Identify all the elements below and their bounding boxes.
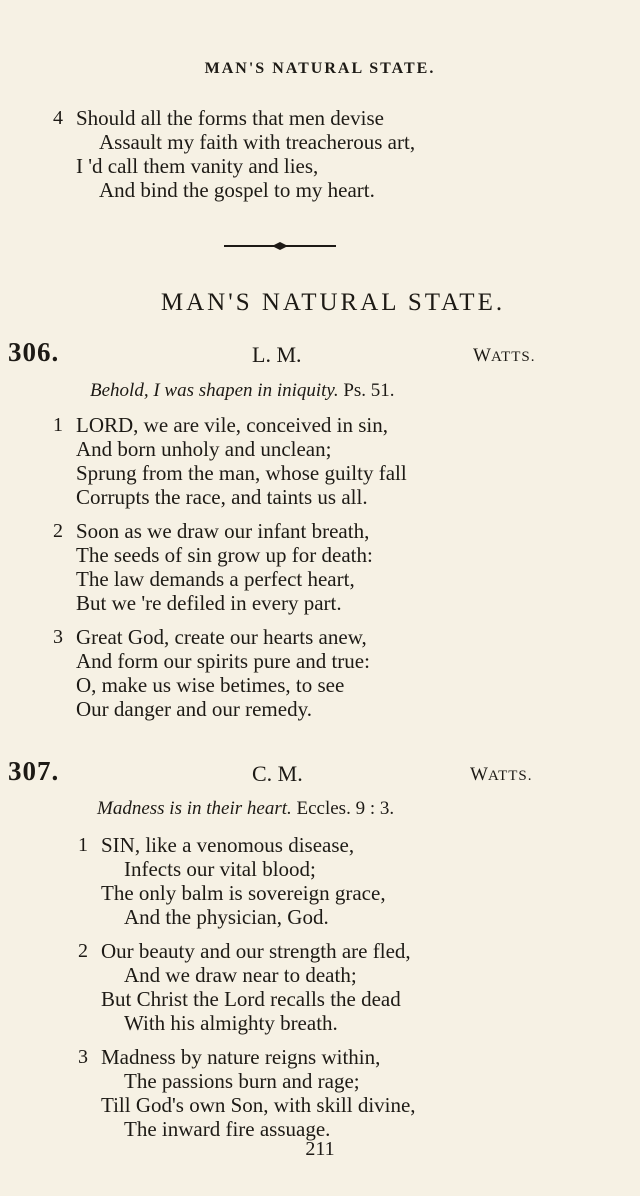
page-number: 211 xyxy=(305,1138,335,1160)
stanza-line: Assault my faith with treacherous art, xyxy=(99,130,416,154)
hymn-meter: L. M. xyxy=(252,342,302,367)
stanza-number: 2 xyxy=(53,520,63,542)
stanza-line: And form our spirits pure and true: xyxy=(76,649,370,673)
stanza-number: 1 xyxy=(53,414,63,436)
stanza-line: But Christ the Lord recalls the dead xyxy=(101,987,401,1011)
stanza-line: Should all the forms that men devise xyxy=(76,106,384,130)
stanza-number: 3 xyxy=(53,626,63,648)
stanza-line: And bind the gospel to my heart. xyxy=(99,178,375,202)
hymn-author: WATTS. xyxy=(470,764,533,785)
stanza-line: The inward fire assuage. xyxy=(124,1117,331,1141)
stanza-number: 2 xyxy=(78,940,88,962)
stanza-line: With his almighty breath. xyxy=(124,1011,338,1035)
hymn-subject: Madness is in their heart. Eccles. 9 : 3. xyxy=(97,798,395,819)
stanza-line: And the physician, God. xyxy=(124,905,329,929)
stanza-line: Our danger and our remedy. xyxy=(76,697,312,721)
stanza-line: The law demands a perfect heart, xyxy=(76,567,355,591)
stanza-line: Soon as we draw our infant breath, xyxy=(76,519,370,543)
stanza-line: Corrupts the race, and taints us all. xyxy=(76,485,368,509)
section-title: MAN'S NATURAL STATE. xyxy=(160,289,506,316)
stanza-line: And we draw near to death; xyxy=(124,963,357,987)
hymn-author: WATTS. xyxy=(473,345,536,366)
section-divider-ornament xyxy=(224,238,336,254)
stanza-line: But we 're defiled in every part. xyxy=(76,591,342,615)
stanza-line: Madness by nature reigns within, xyxy=(101,1045,381,1069)
stanza-line: Till God's own Son, with skill divine, xyxy=(101,1093,416,1117)
stanza-line: O, make us wise betimes, to see xyxy=(76,673,345,697)
hymn-number: 307. xyxy=(8,756,60,786)
stanza-number: 3 xyxy=(78,1046,88,1068)
stanza-line: Our beauty and our strength are fled, xyxy=(101,939,411,963)
stanza-line: The seeds of sin grow up for death: xyxy=(76,543,373,567)
stanza-number: 4 xyxy=(53,107,63,129)
stanza-line: I 'd call them vanity and lies, xyxy=(76,154,319,178)
stanza-line: The only balm is sovereign grace, xyxy=(101,881,386,905)
stanza-line: Sprung from the man, whose guilty fall xyxy=(76,461,407,485)
stanza-line: SIN, like a venomous disease, xyxy=(101,833,355,857)
stanza-number: 1 xyxy=(78,834,88,856)
hymn-subject: Behold, I was shapen in iniquity. Ps. 51. xyxy=(90,380,395,401)
hymn-meter: C. M. xyxy=(252,761,303,786)
stanza-line: Great God, create our hearts anew, xyxy=(76,625,367,649)
stanza-line: The passions burn and rage; xyxy=(124,1069,360,1093)
running-head: MAN'S NATURAL STATE. xyxy=(204,60,436,77)
stanza-line: Infects our vital blood; xyxy=(124,857,316,881)
stanza-line: And born unholy and unclean; xyxy=(76,437,332,461)
hymn-number: 306. xyxy=(8,337,60,367)
stanza-line: LORD, we are vile, conceived in sin, xyxy=(76,413,388,437)
